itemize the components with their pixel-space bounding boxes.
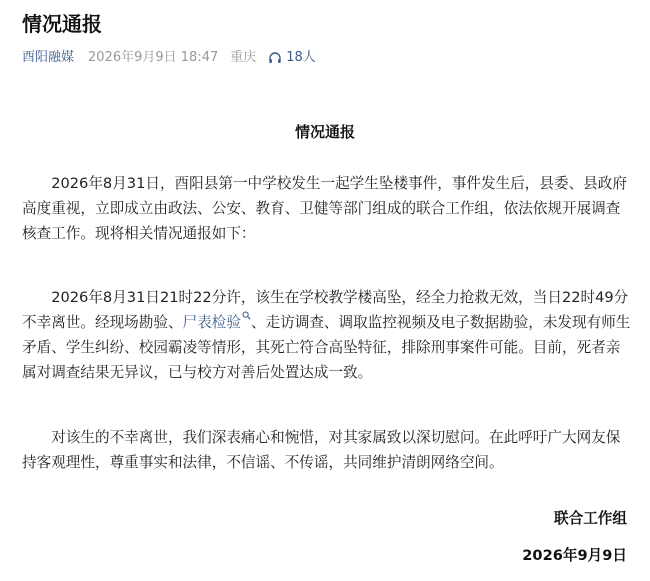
autopsy-link[interactable] bbox=[183, 314, 251, 331]
search-icon bbox=[242, 311, 251, 320]
publish-datetime: 2026年9月9日 18:47 bbox=[88, 50, 219, 65]
paragraph-findings-part2: 、走访调查、调取监控视频及电子数据勘验，未发现有师生矛盾、学生纠纷、校园霸凌等情形，其死亡符合高坠特征，排除刑事案件可能。目前，死者亲属对调查结果无异议，已与校方对善后处置达成一致。 bbox=[22, 314, 631, 381]
listener-count: 18人 bbox=[286, 50, 316, 65]
publish-location: 重庆 bbox=[230, 50, 257, 65]
headphones-icon bbox=[268, 51, 282, 65]
article-heading: 情况通报 bbox=[294, 123, 355, 141]
paragraph-appeal: 对该生的不幸离世，我们深表痛心和惋惜，对其家属致以深切慰问。在此呼吁广大网友保持客观理性，尊重事实和法律，不信谣、不传谣，共同维护清朗网络空间。 bbox=[22, 429, 621, 471]
source-link[interactable]: 酉阳融媒 bbox=[22, 50, 75, 65]
signature-org: 联合工作组 bbox=[554, 510, 627, 527]
autopsy-link-label: 尸表检验 bbox=[182, 314, 241, 331]
paragraph-findings-part1: 2026年8月31日21时22分许，该生在学校教学楼高坠，经全力抢救无效，当日22时49分不幸离世。经现场勘验、 bbox=[22, 289, 629, 331]
listen-button[interactable] bbox=[268, 48, 316, 68]
paragraph-intro: 2026年8月31日，酉阳县第一中学校发生一起学生坠楼事件，事件发生后，县委、县政府高度重视，立即成立由政法、公安、教育、卫健等部门组成的联合工作组，依法依规开展调查核查工作。现将相关情况通报如下： bbox=[22, 175, 627, 242]
page-title: 情况通报 bbox=[22, 12, 102, 36]
signature-date: 2026年9月9日 bbox=[522, 547, 627, 564]
article-meta bbox=[22, 48, 316, 68]
paragraph-findings bbox=[22, 285, 634, 385]
